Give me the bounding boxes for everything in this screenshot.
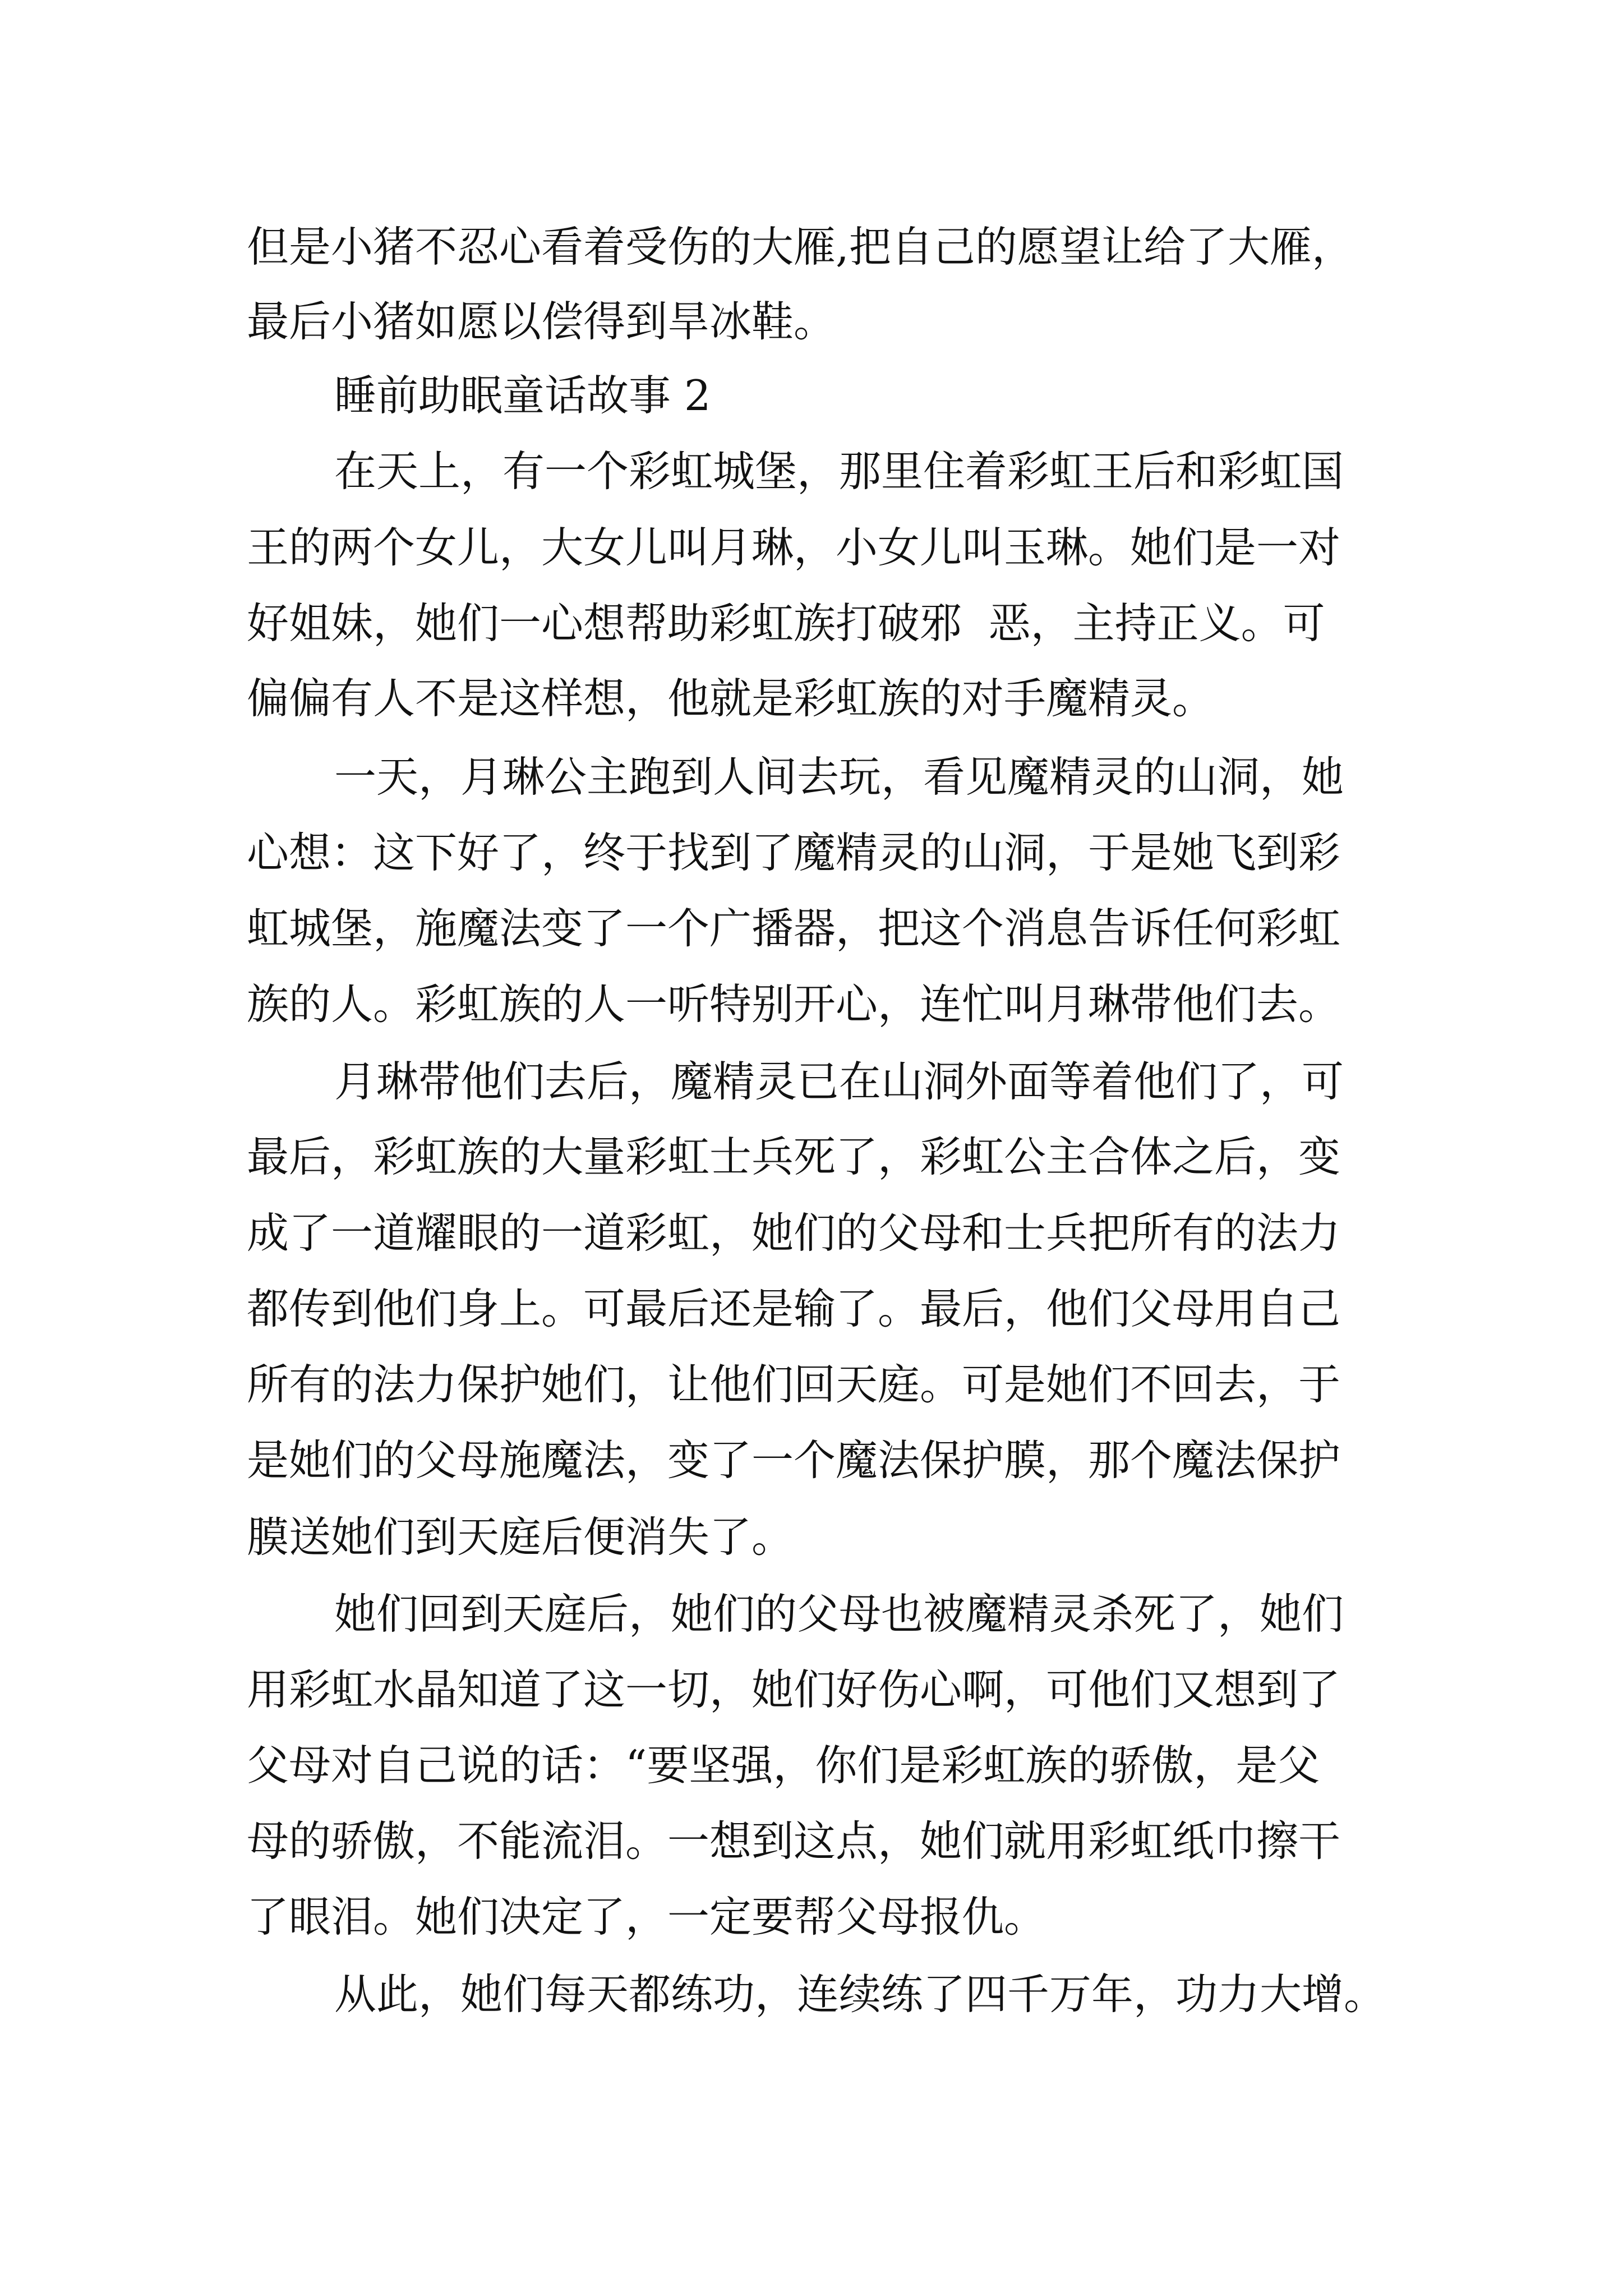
text-line: 最后，彩虹族的大量彩虹士兵死了，彩虹公主合体之后，变 — [247, 1132, 1341, 1181]
text-line: 心想：这下好了，终于找到了魔精灵的山洞，于是她飞到彩 — [247, 828, 1341, 877]
text-line: 偏偏有人不是这样想，他就是彩虹族的对手魔精灵。 — [247, 674, 1215, 723]
text-line: 用彩虹水晶知道了这一切，她们好伤心啊，可他们又想到了 — [247, 1665, 1341, 1714]
text-line: 父母对自己说的话：“要坚强，你们是彩虹族的骄傲，是父 — [247, 1741, 1320, 1790]
text-line: 好姐妹，她们一心想帮助彩虹族打破邪 恶，主持正义。可 — [247, 599, 1325, 648]
text-line: 母的骄傲，不能流泪。一想到这点，她们就用彩虹纸巾擦干 — [247, 1816, 1341, 1866]
text-line: 一天，月琳公主跑到人间去玩，看见魔精灵的山洞，她 — [334, 752, 1344, 802]
text-line: 月琳带他们去后，魔精灵已在山洞外面等着他们了，可 — [334, 1057, 1344, 1106]
text-line: 族的人。彩虹族的人一听特别开心，连忙叫月琳带他们去。 — [247, 979, 1341, 1029]
text-line: 了眼泪。她们决定了，一定要帮父母报仇。 — [247, 1892, 1046, 1941]
text-line: 但是小猪不忍心看着受伤的大雁,把自己的愿望让给了大雁， — [247, 222, 1354, 272]
text-line: 膜送她们到天庭后便消失了。 — [247, 1512, 794, 1562]
text-line: 所有的法力保护她们，让他们回天庭。可是她们不回去，于 — [247, 1360, 1341, 1409]
text-line: 都传到他们身上。可最后还是输了。最后，他们父母用自己 — [247, 1284, 1341, 1333]
text-line: 从此，她们每天都练功，连续练了四千万年，功力大增。 — [334, 1970, 1386, 2019]
text-line: 王的两个女儿，大女儿叫月琳，小女儿叫玉琳。她们是一对 — [247, 523, 1341, 572]
section-heading: 睡前助眠童话故事 2 — [334, 371, 711, 420]
text-line: 成了一道耀眼的一道彩虹，她们的父母和士兵把所有的法力 — [247, 1208, 1341, 1258]
text-line: 虹城堡，施魔法变了一个广播器，把这个消息告诉任何彩虹 — [247, 904, 1341, 953]
text-line: 在天上，有一个彩虹城堡，那里住着彩虹王后和彩虹国 — [334, 447, 1344, 496]
text-line: 最后小猪如愿以偿得到旱冰鞋。 — [247, 297, 836, 346]
text-line: 她们回到天庭后，她们的父母也被魔精灵杀死了，她们 — [334, 1589, 1344, 1639]
text-line: 是她们的父母施魔法，变了一个魔法保护膜，那个魔法保护 — [247, 1435, 1341, 1485]
